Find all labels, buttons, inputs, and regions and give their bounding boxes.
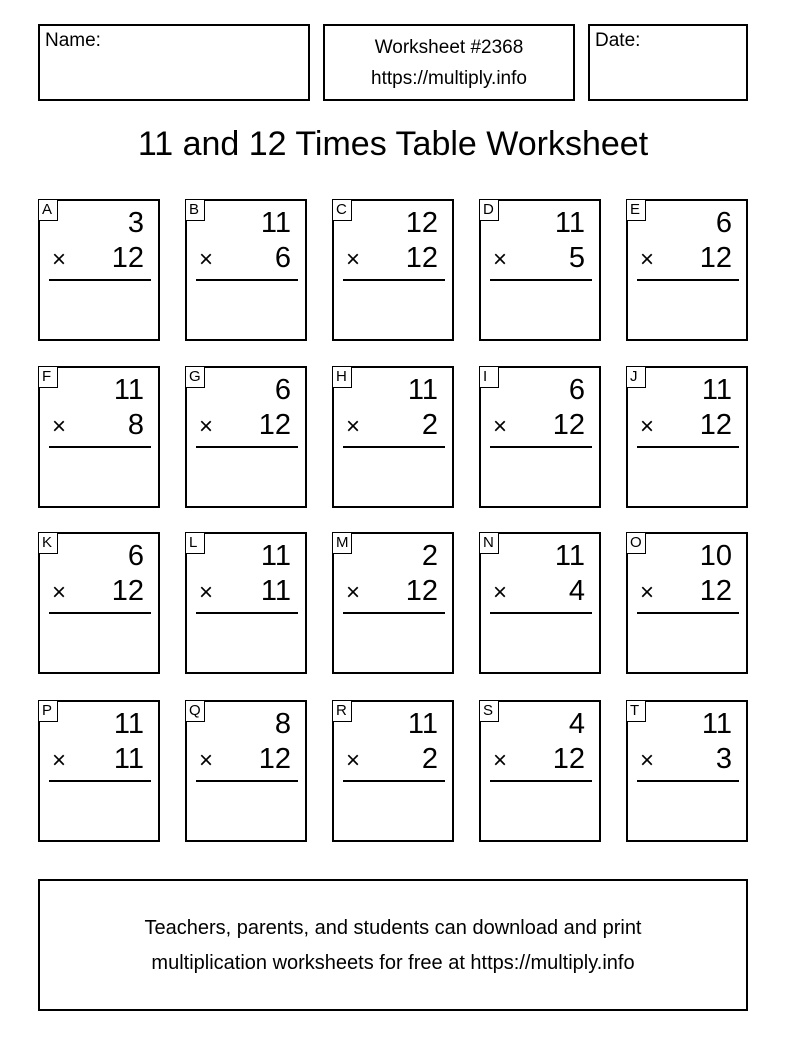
problem-cell[interactable] bbox=[479, 532, 601, 674]
answer-line bbox=[343, 446, 445, 448]
answer-line bbox=[637, 279, 739, 281]
answer-line bbox=[49, 279, 151, 281]
answer-line bbox=[637, 446, 739, 448]
times-sign: × bbox=[640, 747, 655, 774]
footer-box bbox=[38, 879, 748, 1011]
problem-cell[interactable] bbox=[332, 366, 454, 508]
problem-letter: F bbox=[38, 366, 58, 388]
times-sign: × bbox=[52, 579, 67, 606]
problem-cell[interactable] bbox=[626, 199, 748, 341]
problem-cell[interactable] bbox=[38, 199, 160, 341]
answer-line bbox=[343, 279, 445, 281]
multiplicand: 11 bbox=[407, 374, 438, 406]
problem-cell[interactable] bbox=[626, 700, 748, 842]
problem-letter: E bbox=[626, 199, 646, 221]
times-sign: × bbox=[493, 246, 508, 273]
answer-line bbox=[196, 446, 298, 448]
footer-line-2: multiplication worksheets for free at https://multiply.info bbox=[151, 952, 635, 974]
answer-line bbox=[49, 780, 151, 782]
problem-letter: Q bbox=[185, 700, 205, 722]
times-sign: × bbox=[346, 413, 361, 440]
times-sign: × bbox=[346, 579, 361, 606]
problem-letter: T bbox=[626, 700, 646, 722]
multiplier: 12 bbox=[405, 242, 438, 274]
answer-line bbox=[343, 612, 445, 614]
multiplier: 12 bbox=[699, 409, 732, 441]
answer-line bbox=[637, 612, 739, 614]
multiplier: 12 bbox=[111, 575, 144, 607]
problem-letter: K bbox=[38, 532, 58, 554]
multiplicand: 11 bbox=[554, 540, 585, 572]
multiplicand: 3 bbox=[127, 207, 144, 239]
answer-line bbox=[490, 780, 592, 782]
answer-line bbox=[196, 612, 298, 614]
problem-letter: P bbox=[38, 700, 58, 722]
problem-letter: C bbox=[332, 199, 352, 221]
times-sign: × bbox=[493, 747, 508, 774]
multiplier: 2 bbox=[421, 409, 438, 441]
times-sign: × bbox=[199, 747, 214, 774]
answer-line bbox=[637, 780, 739, 782]
multiplier: 12 bbox=[258, 409, 291, 441]
problem-letter: N bbox=[479, 532, 499, 554]
multiplicand: 4 bbox=[568, 708, 585, 740]
multiplicand: 6 bbox=[715, 207, 732, 239]
multiplicand: 11 bbox=[701, 374, 732, 406]
problem-cell[interactable] bbox=[38, 532, 160, 674]
problem-cell[interactable] bbox=[479, 700, 601, 842]
multiplier: 11 bbox=[113, 743, 144, 775]
multiplicand: 8 bbox=[274, 708, 291, 740]
multiplicand: 12 bbox=[405, 207, 438, 239]
problem-cell[interactable] bbox=[626, 532, 748, 674]
multiplicand: 11 bbox=[260, 207, 291, 239]
problem-letter: M bbox=[332, 532, 352, 554]
answer-line bbox=[490, 279, 592, 281]
problem-letter: D bbox=[479, 199, 499, 221]
problem-letter: S bbox=[479, 700, 499, 722]
problem-cell[interactable] bbox=[626, 366, 748, 508]
times-sign: × bbox=[52, 246, 67, 273]
times-sign: × bbox=[493, 579, 508, 606]
worksheet-url: https://multiply.info bbox=[371, 68, 527, 89]
name-label: Name: bbox=[45, 30, 101, 51]
problem-letter: H bbox=[332, 366, 352, 388]
multiplicand: 6 bbox=[568, 374, 585, 406]
problem-cell[interactable] bbox=[332, 700, 454, 842]
multiplier: 11 bbox=[260, 575, 291, 607]
problem-cell[interactable] bbox=[332, 532, 454, 674]
problem-cell[interactable] bbox=[38, 700, 160, 842]
problem-cell[interactable] bbox=[185, 532, 307, 674]
times-sign: × bbox=[199, 413, 214, 440]
multiplier: 12 bbox=[552, 743, 585, 775]
multiplicand: 11 bbox=[113, 374, 144, 406]
answer-line bbox=[49, 612, 151, 614]
times-sign: × bbox=[52, 413, 67, 440]
date-label: Date: bbox=[595, 30, 641, 51]
problem-letter: L bbox=[185, 532, 205, 554]
multiplier: 2 bbox=[421, 743, 438, 775]
multiplicand: 2 bbox=[421, 540, 438, 572]
problem-letter: G bbox=[185, 366, 205, 388]
multiplicand: 11 bbox=[113, 708, 144, 740]
multiplier: 5 bbox=[568, 242, 585, 274]
answer-line bbox=[49, 446, 151, 448]
times-sign: × bbox=[52, 747, 67, 774]
answer-line bbox=[196, 780, 298, 782]
multiplicand: 11 bbox=[407, 708, 438, 740]
problem-letter: R bbox=[332, 700, 352, 722]
problem-letter: A bbox=[38, 199, 58, 221]
multiplicand: 11 bbox=[554, 207, 585, 239]
multiplier: 6 bbox=[274, 242, 291, 274]
answer-line bbox=[490, 446, 592, 448]
problem-cell[interactable] bbox=[185, 366, 307, 508]
multiplier: 12 bbox=[405, 575, 438, 607]
times-sign: × bbox=[640, 246, 655, 273]
times-sign: × bbox=[493, 413, 508, 440]
problem-cell[interactable] bbox=[479, 366, 601, 508]
problem-cell[interactable] bbox=[479, 199, 601, 341]
multiplier: 12 bbox=[552, 409, 585, 441]
times-sign: × bbox=[199, 246, 214, 273]
footer-line-1: Teachers, parents, and students can download and print bbox=[144, 917, 642, 939]
multiplier: 12 bbox=[111, 242, 144, 274]
page-title: 11 and 12 Times Table Worksheet bbox=[137, 125, 649, 163]
multiplicand: 6 bbox=[127, 540, 144, 572]
times-sign: × bbox=[346, 246, 361, 273]
multiplier: 12 bbox=[699, 242, 732, 274]
multiplicand: 10 bbox=[699, 540, 732, 572]
answer-line bbox=[196, 279, 298, 281]
answer-line bbox=[490, 612, 592, 614]
problem-letter: I bbox=[479, 366, 499, 388]
worksheet-number: Worksheet #2368 bbox=[374, 37, 524, 58]
times-sign: × bbox=[199, 579, 214, 606]
multiplier: 4 bbox=[568, 575, 585, 607]
problem-letter: B bbox=[185, 199, 205, 221]
multiplier: 8 bbox=[127, 409, 144, 441]
multiplicand: 6 bbox=[274, 374, 291, 406]
multiplier: 3 bbox=[715, 743, 732, 775]
multiplicand: 11 bbox=[260, 540, 291, 572]
answer-line bbox=[343, 780, 445, 782]
times-sign: × bbox=[346, 747, 361, 774]
problem-letter: O bbox=[626, 532, 646, 554]
multiplier: 12 bbox=[699, 575, 732, 607]
multiplicand: 11 bbox=[701, 708, 732, 740]
times-sign: × bbox=[640, 413, 655, 440]
problem-cell[interactable] bbox=[38, 366, 160, 508]
problem-letter: J bbox=[626, 366, 646, 388]
multiplier: 12 bbox=[258, 743, 291, 775]
problem-cell[interactable] bbox=[185, 199, 307, 341]
problem-cell[interactable] bbox=[332, 199, 454, 341]
times-sign: × bbox=[640, 579, 655, 606]
problem-cell[interactable] bbox=[185, 700, 307, 842]
